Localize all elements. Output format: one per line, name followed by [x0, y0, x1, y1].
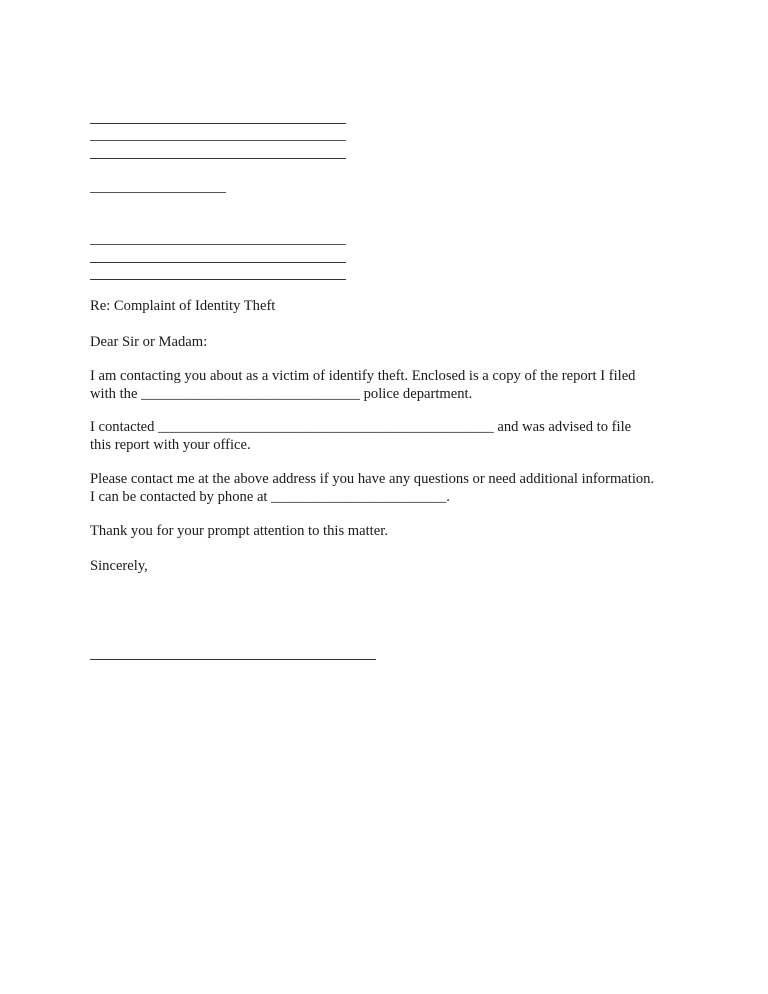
paragraph-contact-info-line-2: I can be contacted by phone at ________________________. [90, 488, 450, 505]
salutation: Dear Sir or Madam: [90, 334, 208, 350]
paragraph-contacted-line-1: I contacted ______________________________________________ and was advised to file [90, 419, 632, 435]
recipient-address-line-2 [90, 262, 346, 263]
paragraph-contacted [90, 419, 631, 454]
closing: Sincerely, [90, 558, 148, 574]
sender-address-line-3 [90, 158, 346, 159]
paragraph-contact-info-line-1: Please contact me at the above address if you have any questions or need additional information. [90, 471, 655, 487]
recipient-address-line-1 [90, 244, 346, 245]
thank-you-line: Thank you for your prompt attention to this matter. [90, 523, 388, 539]
paragraph-report-line-2: with the ______________________________ police department. [90, 385, 473, 402]
paragraph-contacted-line-2: this report with your office. [90, 436, 251, 453]
sender-address-line-1 [90, 123, 346, 124]
paragraph-report-line-1: I am contacting you about as a victim of identify theft. Enclosed is a copy of the report I filed [90, 368, 636, 384]
paragraph-contact-info [90, 471, 654, 506]
paragraph-report [90, 368, 635, 403]
subject-line: Re: Complaint of Identity Theft [90, 298, 276, 314]
sender-address-line-2 [90, 140, 346, 141]
date-line [90, 192, 226, 193]
signature-line [90, 659, 376, 660]
recipient-address-line-3 [90, 279, 346, 280]
